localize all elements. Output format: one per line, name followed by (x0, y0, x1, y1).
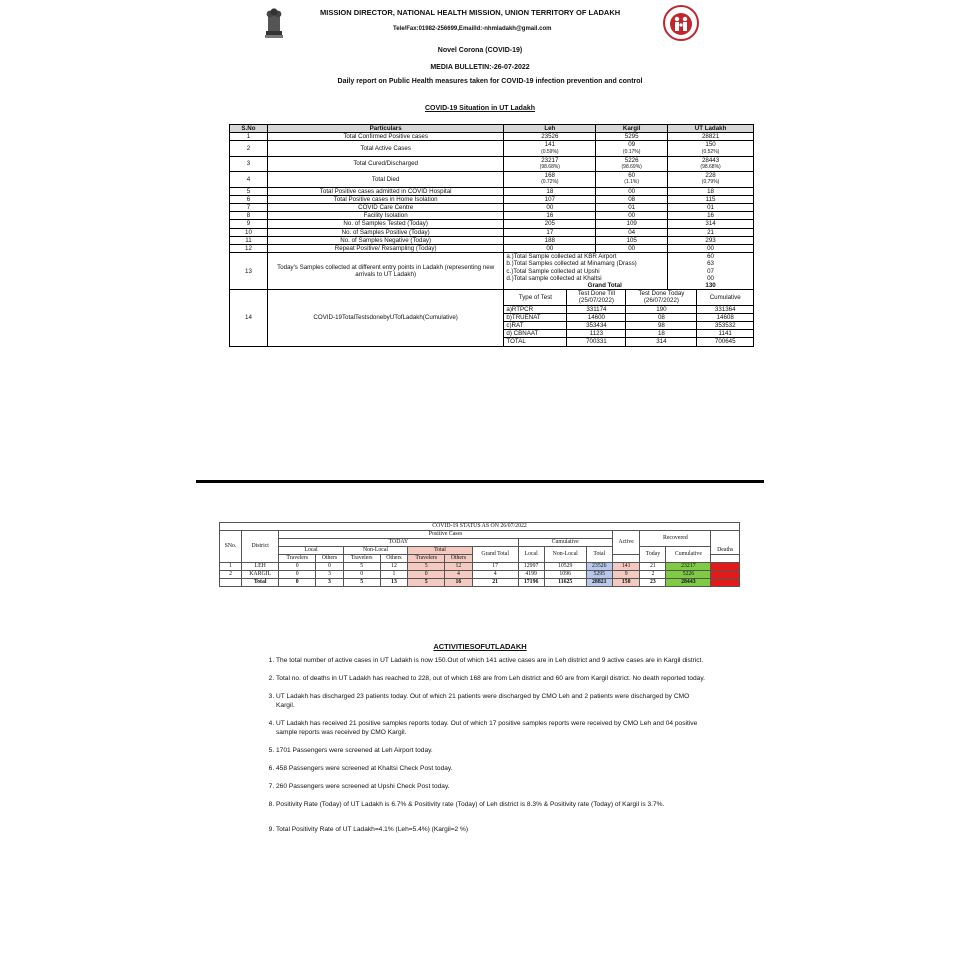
cell-ut (668, 204, 754, 212)
cell-kargil (596, 220, 668, 228)
cell-kargil (596, 187, 668, 195)
status-title: COVID-19 STATUS AS ON 26/07/2022 (220, 523, 740, 531)
cell-ut-value: 293 (705, 236, 716, 244)
cell-sno: 4 (230, 172, 268, 187)
status-district: LEH (242, 563, 279, 571)
test-cumulative: 1141 (697, 330, 753, 338)
status-total-grand: 21 (472, 579, 518, 587)
cell-ut-percent: (98.68%) (700, 164, 721, 171)
cell-leh-percent: (0.72%) (541, 179, 559, 186)
test-cumulative: 353532 (697, 322, 753, 330)
cell-ut (668, 245, 754, 253)
entry-points-values (668, 253, 753, 289)
cell-kargil-value: 109 (626, 220, 637, 228)
cell-leh-percent: (98.68%) (539, 164, 560, 171)
table-row-13 (230, 253, 754, 290)
status-total-lo: 3 (316, 579, 344, 587)
status-total-nt: 5 (343, 579, 380, 587)
cell-leh (504, 133, 596, 141)
cell-kargil-value: 08 (628, 195, 636, 203)
cell-kargil-value: 5295 (624, 133, 639, 141)
table-row (230, 195, 754, 203)
cell-ut (668, 133, 754, 141)
status-active: 9 (612, 571, 640, 579)
status-total-cnon: 11625 (544, 579, 586, 587)
cell-leh (504, 172, 596, 187)
test-type: a)RTPCR (504, 305, 567, 313)
tests-col-header: Type of Test (504, 290, 567, 305)
status-grand: 4 (472, 571, 518, 579)
status-cnon: 1096 (544, 571, 586, 579)
table-row (230, 172, 754, 187)
cell-kargil-value: 04 (628, 228, 636, 236)
table-row (230, 220, 754, 228)
test-till: 331174 (567, 305, 626, 313)
cell-kargil-percent: (98.69%) (621, 164, 642, 171)
cell-leh-value: 168 (544, 172, 555, 180)
cell-kargil-value: 00 (628, 212, 636, 220)
col-leh: Leh (504, 125, 596, 133)
test-cumulative: 14608 (697, 313, 753, 321)
cell-leh-value: 188 (544, 236, 555, 244)
cell-ut-value: 115 (705, 195, 716, 203)
title-novel: Novel Corona (COVID-19) (437, 47, 523, 54)
cell-ut-value: 00 (707, 245, 714, 253)
cell-leh (504, 220, 596, 228)
test-today: 08 (626, 313, 697, 321)
h-local-others: Others (316, 555, 344, 563)
cell-particular: No. of Samples Tested (Today) (267, 220, 504, 228)
h-cumulative: Cumulative (518, 539, 612, 547)
title-report: Daily report on Public Health measures taken for COVID-19 infection prevention and control (337, 78, 643, 85)
cell-kargil-value: 00 (628, 245, 636, 253)
cell-sno: 12 (230, 245, 268, 253)
cell-leh (504, 228, 596, 236)
status-sno: 2 (220, 571, 242, 579)
h-active: Active (612, 531, 640, 555)
cell-sno: 2 (230, 141, 268, 156)
status-district: KARGIL (242, 571, 279, 579)
cell-kargil-percent: (0.17%) (622, 148, 641, 155)
cell-sno: 5 (230, 187, 268, 195)
cell-leh-value: 23526 (541, 133, 559, 141)
status-lo: 0 (316, 563, 344, 571)
cell-ut-value: 314 (705, 220, 716, 228)
activity-item: 4. UT Ladakh has received 21 positive samples reports today. Out of which 17 positive samples reports were received by CMO Leh and 04 positive sample reports was received by CMO Kargil. (276, 719, 706, 737)
h-deaths: Deaths (711, 531, 740, 555)
h-total-travelers: Travelers (408, 555, 445, 563)
col-kargil: Kargil (596, 125, 668, 133)
activities-title: ACTIVITIESOFUTLADAKH (433, 642, 527, 651)
cell-kargil (596, 245, 668, 253)
test-cumulative: 331364 (697, 305, 753, 313)
h-cum-nonlocal: Non-Local (544, 547, 586, 563)
cell-ut-value: 28443 (701, 156, 720, 164)
status-total-no: 13 (380, 579, 408, 587)
test-today: 18 (626, 330, 697, 338)
cell-sno: 10 (230, 228, 268, 236)
activities-list (262, 656, 706, 843)
tests-col-header: Test Done Till (25/07/2022) (567, 290, 626, 305)
status-rcum: 23217 (666, 563, 711, 571)
cell-kargil-value: 105 (626, 236, 637, 244)
status-active: 141 (612, 563, 640, 571)
cell-ut-percent: (0.52%) (701, 148, 720, 155)
status-ctotal: 5295 (586, 571, 612, 579)
cell-leh-value: 17 (546, 228, 554, 236)
tests-table (504, 290, 753, 345)
row14-particular: COVID-19TotalTestsdonebyUTofLadakh(Cumulative) (267, 290, 504, 346)
h-recovered: Recovered (640, 531, 711, 547)
cell-sno: 8 (230, 212, 268, 220)
col-ut: UT Ladakh (668, 125, 754, 133)
cell-ut (668, 228, 754, 236)
cell-particular: Total Cured/Discharged (267, 156, 504, 171)
cell-leh-value: 16 (546, 212, 554, 220)
cell-leh-value: 23217 (541, 156, 559, 164)
h-district: District (242, 531, 279, 563)
cell-leh (504, 236, 596, 244)
cell-kargil (596, 228, 668, 236)
cell-leh-value: 205 (544, 220, 555, 228)
status-nt: 0 (343, 571, 380, 579)
cell-leh-value: 18 (546, 187, 554, 195)
cell-kargil-value: 01 (628, 204, 636, 212)
activity-item: 9. Total Positivity Rate of UT Ladakh=4.1% (Leh=5.4%) (Kargil=2 %) (276, 825, 706, 834)
test-today: 98 (626, 322, 697, 330)
status-lt: 0 (279, 571, 316, 579)
h-positive: Positive Cases (279, 531, 613, 539)
status-nt: 5 (343, 563, 380, 571)
table-row (230, 204, 754, 212)
h-rec-today: Today (640, 547, 666, 563)
status-total-deaths: 228 (711, 579, 740, 587)
cell-particular: Total Positive cases admitted in COVID Hospital (267, 187, 504, 195)
test-today: 190 (626, 305, 697, 313)
cell-kargil-value: 5226 (624, 156, 639, 164)
cell-ut (668, 195, 754, 203)
h-sno: SNo. (220, 531, 242, 563)
tests-row (504, 305, 753, 313)
status-total-lt: 0 (279, 579, 316, 587)
status-rcum: 5226 (666, 571, 711, 579)
tests-row (504, 322, 753, 330)
h-nonlocal-travelers: Travelers (343, 555, 380, 563)
status-total-label: Total (242, 579, 279, 587)
tests-row (504, 330, 753, 338)
status-lo: 3 (316, 571, 344, 579)
cell-ut-value: 01 (707, 204, 714, 212)
entry-point-label: b.)Total Samples collected at Minamarg (Drass) (506, 260, 637, 268)
section-divider (196, 480, 764, 483)
cell-leh (504, 156, 596, 171)
status-rtoday: 2 (640, 571, 666, 579)
entry-point-label: d.)Total sample collected at Khaltsi (506, 274, 602, 282)
cell-ut-value: 18 (707, 187, 714, 195)
table-row (230, 228, 754, 236)
cell-kargil (596, 156, 668, 171)
status-total-sno (220, 579, 242, 587)
cell-ut-value: 150 (705, 141, 716, 149)
test-type: b)TRUENAT (504, 313, 567, 321)
status-cnon: 10529 (544, 563, 586, 571)
cell-leh-percent: (0.59%) (541, 148, 559, 155)
cell-ut-percent: (0.79%) (701, 179, 720, 186)
status-total-ctotal: 28821 (586, 579, 612, 587)
status-total-row (220, 579, 740, 587)
cell-particular: No. of Samples Negative (Today) (267, 236, 504, 244)
cell-kargil (596, 141, 668, 156)
cell-particular: No. of Samples Positive (Today) (267, 228, 504, 236)
col-particulars: Particulars (267, 125, 504, 133)
title-bulletin: MEDIA BULLETIN:-26-07-2022 (430, 64, 530, 71)
row13-sno: 13 (230, 253, 268, 290)
cell-ut-value: 21 (707, 228, 714, 236)
cell-particular: Facility Isolation (267, 212, 504, 220)
entry-point-label: a.)Total Sample collected at KBR Airport (506, 253, 617, 261)
h-grand: Grand Total (472, 547, 518, 563)
test-type: TOTAL (504, 338, 567, 346)
cell-kargil (596, 204, 668, 212)
entry-point-value: 07 (707, 267, 714, 275)
tests-col-header: Test Done Today (26/07/2022) (626, 290, 697, 305)
activity-item: 1. The total number of active cases in UT Ladakh is now 150.Out of which 141 active cases are in Leh district and 9 active cases are in Kargil district. (276, 656, 706, 665)
status-to: 4 (445, 571, 473, 579)
h-nonlocal: Non-Local (343, 547, 407, 555)
h-total: Total (408, 547, 472, 555)
activity-item: 3. UT Ladakh has discharged 23 patients today. Out of which 21 patients were discharged by CMO Leh and 2 patients were discharged by CMO Kargil. (276, 692, 706, 710)
table-row (230, 187, 754, 195)
cell-ut (668, 220, 754, 228)
entry-point-value: 63 (707, 260, 714, 268)
cell-kargil-percent: (1.1%) (624, 179, 640, 186)
status-deaths: 60 (711, 571, 740, 579)
title-situation: COVID-19 Situation in UT Ladakh (424, 105, 536, 112)
status-total-tt: 5 (408, 579, 445, 587)
entry-points-list (504, 253, 667, 289)
tests-col-header: Cumulative (697, 290, 753, 305)
status-tt: 5 (408, 563, 445, 571)
cell-ut-value: 228 (705, 172, 716, 180)
cell-particular: Total Confirmed Positive cases (267, 133, 504, 141)
h-cum-local: Local (518, 547, 544, 563)
table-row (230, 236, 754, 244)
status-no: 1 (380, 571, 408, 579)
emblem-logo (262, 4, 286, 40)
test-type: d) CBNAAT (504, 330, 567, 338)
activity-item: 8. Positivity Rate (Today) of UT Ladakh is 6.7% & Positivity rate (Today) of Leh district is 8.3% & Positivity rate (Today) of Kargil is 3.7%. (276, 800, 706, 809)
status-clocal: 4199 (518, 571, 544, 579)
tests-row (504, 313, 753, 321)
h-local: Local (279, 547, 343, 555)
test-till: 700331 (567, 338, 626, 346)
col-sno: S.No (230, 125, 268, 133)
cell-ut (668, 187, 754, 195)
cell-leh (504, 187, 596, 195)
status-total-clocal: 17196 (518, 579, 544, 587)
activity-item: 2. Total no. of deaths in UT Ladakh has reached to 228, out of which 168 are from Leh district and 60 are from Kargil district. No death reported today. (276, 674, 706, 683)
cell-ut-value: 28821 (701, 133, 720, 141)
table-row (230, 141, 754, 156)
test-till: 353434 (567, 322, 626, 330)
cell-sno: 6 (230, 195, 268, 203)
cell-leh (504, 212, 596, 220)
cell-sno: 7 (230, 204, 268, 212)
grand-total-label: Grand Total (587, 282, 622, 290)
activity-item: 5. 1701 Passengers were screened at Leh Airport today. (276, 746, 706, 755)
row13-particular: Today's Samples collected at different entry points in Ladakh (representing new arrivals to UT Ladakh) (267, 253, 504, 290)
activity-item: 7. 260 Passengers were screened at Upshi Check Post today. (276, 782, 706, 791)
row14-sno: 14 (230, 290, 268, 346)
test-till: 14600 (567, 313, 626, 321)
header-contact: Tele/Fax:01982-256699,Emailld:-nhmladakh@gmail.com (393, 26, 552, 32)
entry-point-value: 60 (707, 253, 714, 261)
status-no: 12 (380, 563, 408, 571)
cell-kargil-value: 60 (628, 172, 636, 180)
test-cumulative: 700645 (697, 338, 753, 346)
cell-ut (668, 141, 754, 156)
h-rec-cum: Cumulative (666, 547, 711, 563)
cell-sno: 1 (230, 133, 268, 141)
status-rtoday: 21 (640, 563, 666, 571)
activity-item: 6. 458 Passengers were screened at Khaltsi Check Post today. (276, 764, 706, 773)
status-to: 12 (445, 563, 473, 571)
h-cum-total: Total (586, 547, 612, 563)
status-sno: 1 (220, 563, 242, 571)
table-row (230, 245, 754, 253)
h-nonlocal-others: Others (380, 555, 408, 563)
status-deaths: 168 (711, 563, 740, 571)
cell-ut (668, 212, 754, 220)
status-total-to: 16 (445, 579, 473, 587)
cell-sno: 9 (230, 220, 268, 228)
h-local-travelers: Travelers (279, 555, 316, 563)
h-total-others: Others (445, 555, 473, 563)
test-type: c)RAT (504, 322, 567, 330)
entry-point-value: 00 (707, 274, 714, 282)
cell-leh-value: 107 (544, 195, 555, 203)
status-ctotal: 23526 (586, 563, 612, 571)
cell-kargil (596, 236, 668, 244)
cell-particular: COVID Care Centre (267, 204, 504, 212)
header-org: MISSION DIRECTOR, NATIONAL HEALTH MISSION, UNION TERRITORY OF LADAKH (320, 8, 621, 17)
cell-kargil-value: 09 (628, 141, 636, 149)
h-today: TODAY (279, 539, 518, 547)
cell-particular: Total Positive cases in Home Isolation (267, 195, 504, 203)
status-table (219, 522, 740, 587)
cell-particular: Total Died (267, 172, 504, 187)
cell-sno: 3 (230, 156, 268, 171)
cell-leh (504, 195, 596, 203)
status-total-rtoday: 23 (640, 579, 666, 587)
status-lt: 0 (279, 563, 316, 571)
status-grand: 17 (472, 563, 518, 571)
status-row (220, 563, 740, 571)
entry-point-label: c.)Total Sample collected at Upshi (506, 267, 600, 275)
tests-row (504, 338, 753, 346)
cell-particular: Total Active Cases (267, 141, 504, 156)
cell-kargil (596, 212, 668, 220)
table-row (230, 212, 754, 220)
table-row (230, 133, 754, 141)
cell-leh-value: 00 (546, 204, 554, 212)
cell-kargil (596, 133, 668, 141)
cell-sno: 11 (230, 236, 268, 244)
table-row (230, 156, 754, 171)
table-row-14 (230, 290, 754, 346)
status-row (220, 571, 740, 579)
cell-ut (668, 172, 754, 187)
cell-leh (504, 245, 596, 253)
status-tt: 0 (408, 571, 445, 579)
test-till: 1123 (567, 330, 626, 338)
status-total-active: 150 (612, 579, 640, 587)
cell-ut-value: 16 (707, 212, 714, 220)
situation-table (229, 124, 754, 347)
status-clocal: 12997 (518, 563, 544, 571)
cell-ut (668, 156, 754, 171)
cell-leh (504, 141, 596, 156)
grand-total-value: 130 (705, 282, 716, 290)
cell-leh-value: 141 (544, 141, 555, 149)
cell-kargil-value: 00 (628, 187, 636, 195)
cell-particular: Repeat Positive/ Resampling (Today) (267, 245, 504, 253)
cell-leh-value: 00 (546, 245, 554, 253)
status-total-rcum: 28443 (666, 579, 711, 587)
cell-kargil (596, 195, 668, 203)
cell-leh (504, 204, 596, 212)
cell-kargil (596, 172, 668, 187)
test-today: 314 (626, 338, 697, 346)
cell-ut (668, 236, 754, 244)
nhm-logo (660, 4, 702, 42)
